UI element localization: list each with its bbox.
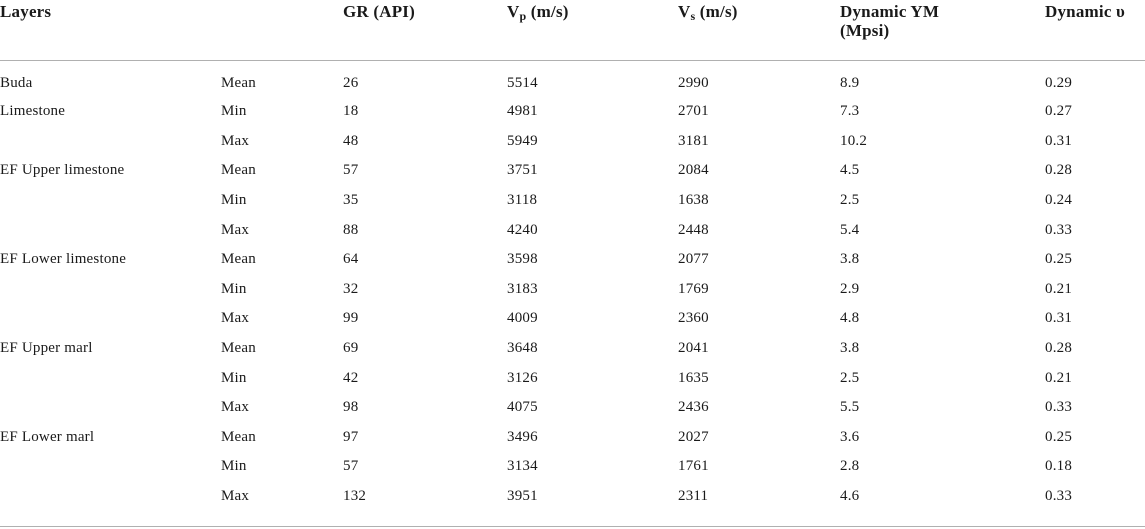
cell-gr: 97 — [343, 428, 359, 445]
cell-dynamic-ym: 3.8 — [840, 340, 860, 357]
cell-layer: EF Upper marl — [0, 340, 93, 357]
table-row — [0, 423, 1145, 453]
cell-statistic: Mean — [221, 251, 256, 268]
cell-dynamic-poisson: 0.27 — [1045, 103, 1073, 120]
table-row — [0, 215, 1145, 245]
cell-dynamic-ym: 10.2 — [840, 132, 868, 149]
header-vp-subscript: p — [519, 9, 527, 23]
table-row — [0, 275, 1145, 305]
cell-dynamic-poisson: 0.25 — [1045, 428, 1073, 445]
cell-dynamic-ym: 2.5 — [840, 192, 860, 209]
table-row — [0, 363, 1145, 393]
cell-vp: 4981 — [507, 103, 538, 120]
cell-gr: 69 — [343, 340, 359, 357]
cell-vp: 3183 — [507, 280, 538, 297]
cell-vs: 2311 — [678, 488, 709, 505]
header-layers-label: Layers — [0, 2, 52, 21]
table-row — [0, 245, 1145, 275]
table-row — [0, 61, 1145, 98]
cell-layer: EF Lower marl — [0, 428, 95, 445]
header-vs-symbol: V — [678, 2, 691, 21]
header-vp-symbol: V — [507, 2, 520, 21]
cell-vp: 3751 — [507, 162, 538, 179]
cell-vs: 2360 — [678, 310, 709, 327]
cell-statistic: Min — [221, 192, 247, 209]
cell-statistic: Min — [221, 369, 247, 386]
header-row — [0, 0, 1145, 61]
cell-statistic: Mean — [221, 162, 256, 179]
header-vp-label — [507, 0, 678, 21]
cell-statistic: Max — [221, 221, 250, 238]
cell-statistic: Max — [221, 310, 250, 327]
table-bottom-rule — [0, 526, 1145, 527]
cell-dynamic-ym: 7.3 — [840, 103, 860, 120]
cell-vs: 2027 — [678, 428, 709, 445]
table-row — [0, 304, 1145, 334]
cell-statistic: Mean — [221, 340, 256, 357]
cell-dynamic-ym: 4.8 — [840, 310, 860, 327]
cell-dynamic-poisson: 0.31 — [1045, 132, 1073, 149]
cell-gr: 48 — [343, 132, 359, 149]
cell-layer — [0, 275, 221, 305]
cell-vp: 3126 — [507, 369, 538, 386]
table-row — [0, 482, 1145, 517]
cell-vs: 3181 — [678, 132, 709, 149]
cell-dynamic-poisson: 0.25 — [1045, 251, 1073, 268]
cell-layer — [0, 304, 221, 334]
cell-layer — [0, 215, 221, 245]
cell-vp: 3951 — [507, 488, 538, 505]
cell-vp: 4075 — [507, 399, 538, 416]
cell-layer: EF Lower limestone — [0, 251, 127, 268]
header-statistic — [221, 0, 343, 61]
header-dynamic-ym-line1: Dynamic YM — [840, 2, 940, 21]
header-dynamic-ym — [840, 0, 1045, 61]
header-dynamic-poisson — [1045, 0, 1145, 61]
cell-vp: 3598 — [507, 251, 538, 268]
cell-layer — [0, 393, 221, 423]
table-row — [0, 186, 1145, 216]
cell-dynamic-ym: 4.6 — [840, 488, 860, 505]
header-dynamic-poisson-label: Dynamic υ — [1045, 2, 1126, 21]
table-header — [0, 0, 1145, 61]
cell-vp: 4009 — [507, 310, 538, 327]
cell-statistic: Max — [221, 132, 250, 149]
header-vs-label — [678, 0, 840, 21]
cell-gr: 42 — [343, 369, 359, 386]
cell-statistic: Min — [221, 458, 247, 475]
cell-layer: Buda — [0, 74, 33, 91]
cell-dynamic-poisson: 0.31 — [1045, 310, 1073, 327]
cell-dynamic-poisson: 0.28 — [1045, 162, 1073, 179]
cell-gr: 99 — [343, 310, 359, 327]
cell-gr: 64 — [343, 251, 359, 268]
cell-layer — [0, 127, 221, 157]
cell-vp: 5514 — [507, 74, 538, 91]
header-layers — [0, 0, 221, 61]
table-row — [0, 452, 1145, 482]
cell-vs: 2077 — [678, 251, 709, 268]
cell-dynamic-poisson: 0.18 — [1045, 458, 1073, 475]
cell-layer — [0, 452, 221, 482]
cell-statistic: Min — [221, 103, 247, 120]
header-dynamic-ym-label — [840, 0, 1045, 40]
cell-dynamic-poisson: 0.28 — [1045, 340, 1073, 357]
table-row — [0, 334, 1145, 364]
table-row — [0, 393, 1145, 423]
cell-dynamic-poisson: 0.21 — [1045, 280, 1073, 297]
cell-gr: 32 — [343, 280, 359, 297]
cell-dynamic-ym: 3.8 — [840, 251, 860, 268]
cell-statistic: Mean — [221, 74, 256, 91]
cell-layer: EF Upper limestone — [0, 162, 125, 179]
table-body — [0, 61, 1145, 517]
cell-dynamic-ym: 4.5 — [840, 162, 860, 179]
cell-gr: 88 — [343, 221, 359, 238]
cell-vp: 3118 — [507, 192, 538, 209]
cell-dynamic-poisson: 0.21 — [1045, 369, 1073, 386]
cell-statistic: Max — [221, 399, 250, 416]
cell-dynamic-ym: 2.5 — [840, 369, 860, 386]
cell-vs: 2990 — [678, 74, 709, 91]
cell-vp: 5949 — [507, 132, 538, 149]
cell-dynamic-poisson: 0.33 — [1045, 221, 1073, 238]
cell-vp: 3648 — [507, 340, 538, 357]
header-gr — [343, 0, 507, 61]
cell-dynamic-poisson: 0.33 — [1045, 399, 1073, 416]
cell-vp: 3134 — [507, 458, 538, 475]
cell-gr: 26 — [343, 74, 359, 91]
cell-vs: 2436 — [678, 399, 709, 416]
cell-vs: 1761 — [678, 458, 709, 475]
header-vp — [507, 0, 678, 61]
cell-gr: 18 — [343, 103, 359, 120]
cell-dynamic-ym: 2.9 — [840, 280, 860, 297]
cell-layer: Limestone — [0, 103, 66, 120]
cell-statistic: Max — [221, 488, 250, 505]
cell-gr: 132 — [343, 488, 367, 505]
cell-layer — [0, 186, 221, 216]
cell-dynamic-poisson: 0.29 — [1045, 74, 1073, 91]
cell-layer — [0, 363, 221, 393]
cell-dynamic-poisson: 0.33 — [1045, 488, 1073, 505]
cell-vs: 1769 — [678, 280, 709, 297]
cell-statistic: Min — [221, 280, 247, 297]
cell-vp: 4240 — [507, 221, 538, 238]
table-row — [0, 156, 1145, 186]
cell-dynamic-ym: 3.6 — [840, 428, 860, 445]
header-vs — [678, 0, 840, 61]
cell-dynamic-ym: 5.5 — [840, 399, 860, 416]
cell-dynamic-ym: 2.8 — [840, 458, 860, 475]
header-vs-subscript: s — [690, 9, 696, 23]
cell-vs: 1638 — [678, 192, 709, 209]
cell-vs: 2041 — [678, 340, 709, 357]
cell-dynamic-poisson: 0.24 — [1045, 192, 1073, 209]
cell-dynamic-ym: 5.4 — [840, 221, 860, 238]
header-dynamic-ym-line2: (Mpsi) — [840, 21, 890, 40]
table-row — [0, 127, 1145, 157]
cell-layer — [0, 482, 221, 517]
cell-dynamic-ym: 8.9 — [840, 74, 860, 91]
cell-statistic: Mean — [221, 428, 256, 445]
header-vs-unit: (m/s) — [695, 2, 738, 21]
cell-vs: 2448 — [678, 221, 709, 238]
cell-gr: 98 — [343, 399, 359, 416]
cell-vp: 3496 — [507, 428, 538, 445]
header-vp-unit: (m/s) — [526, 2, 569, 21]
header-gr-label: GR (API) — [343, 2, 415, 21]
cell-gr: 57 — [343, 162, 359, 179]
cell-vs: 1635 — [678, 369, 709, 386]
cell-vs: 2084 — [678, 162, 709, 179]
cell-gr: 35 — [343, 192, 359, 209]
cell-vs: 2701 — [678, 103, 709, 120]
table-row — [0, 97, 1145, 127]
cell-gr: 57 — [343, 458, 359, 475]
